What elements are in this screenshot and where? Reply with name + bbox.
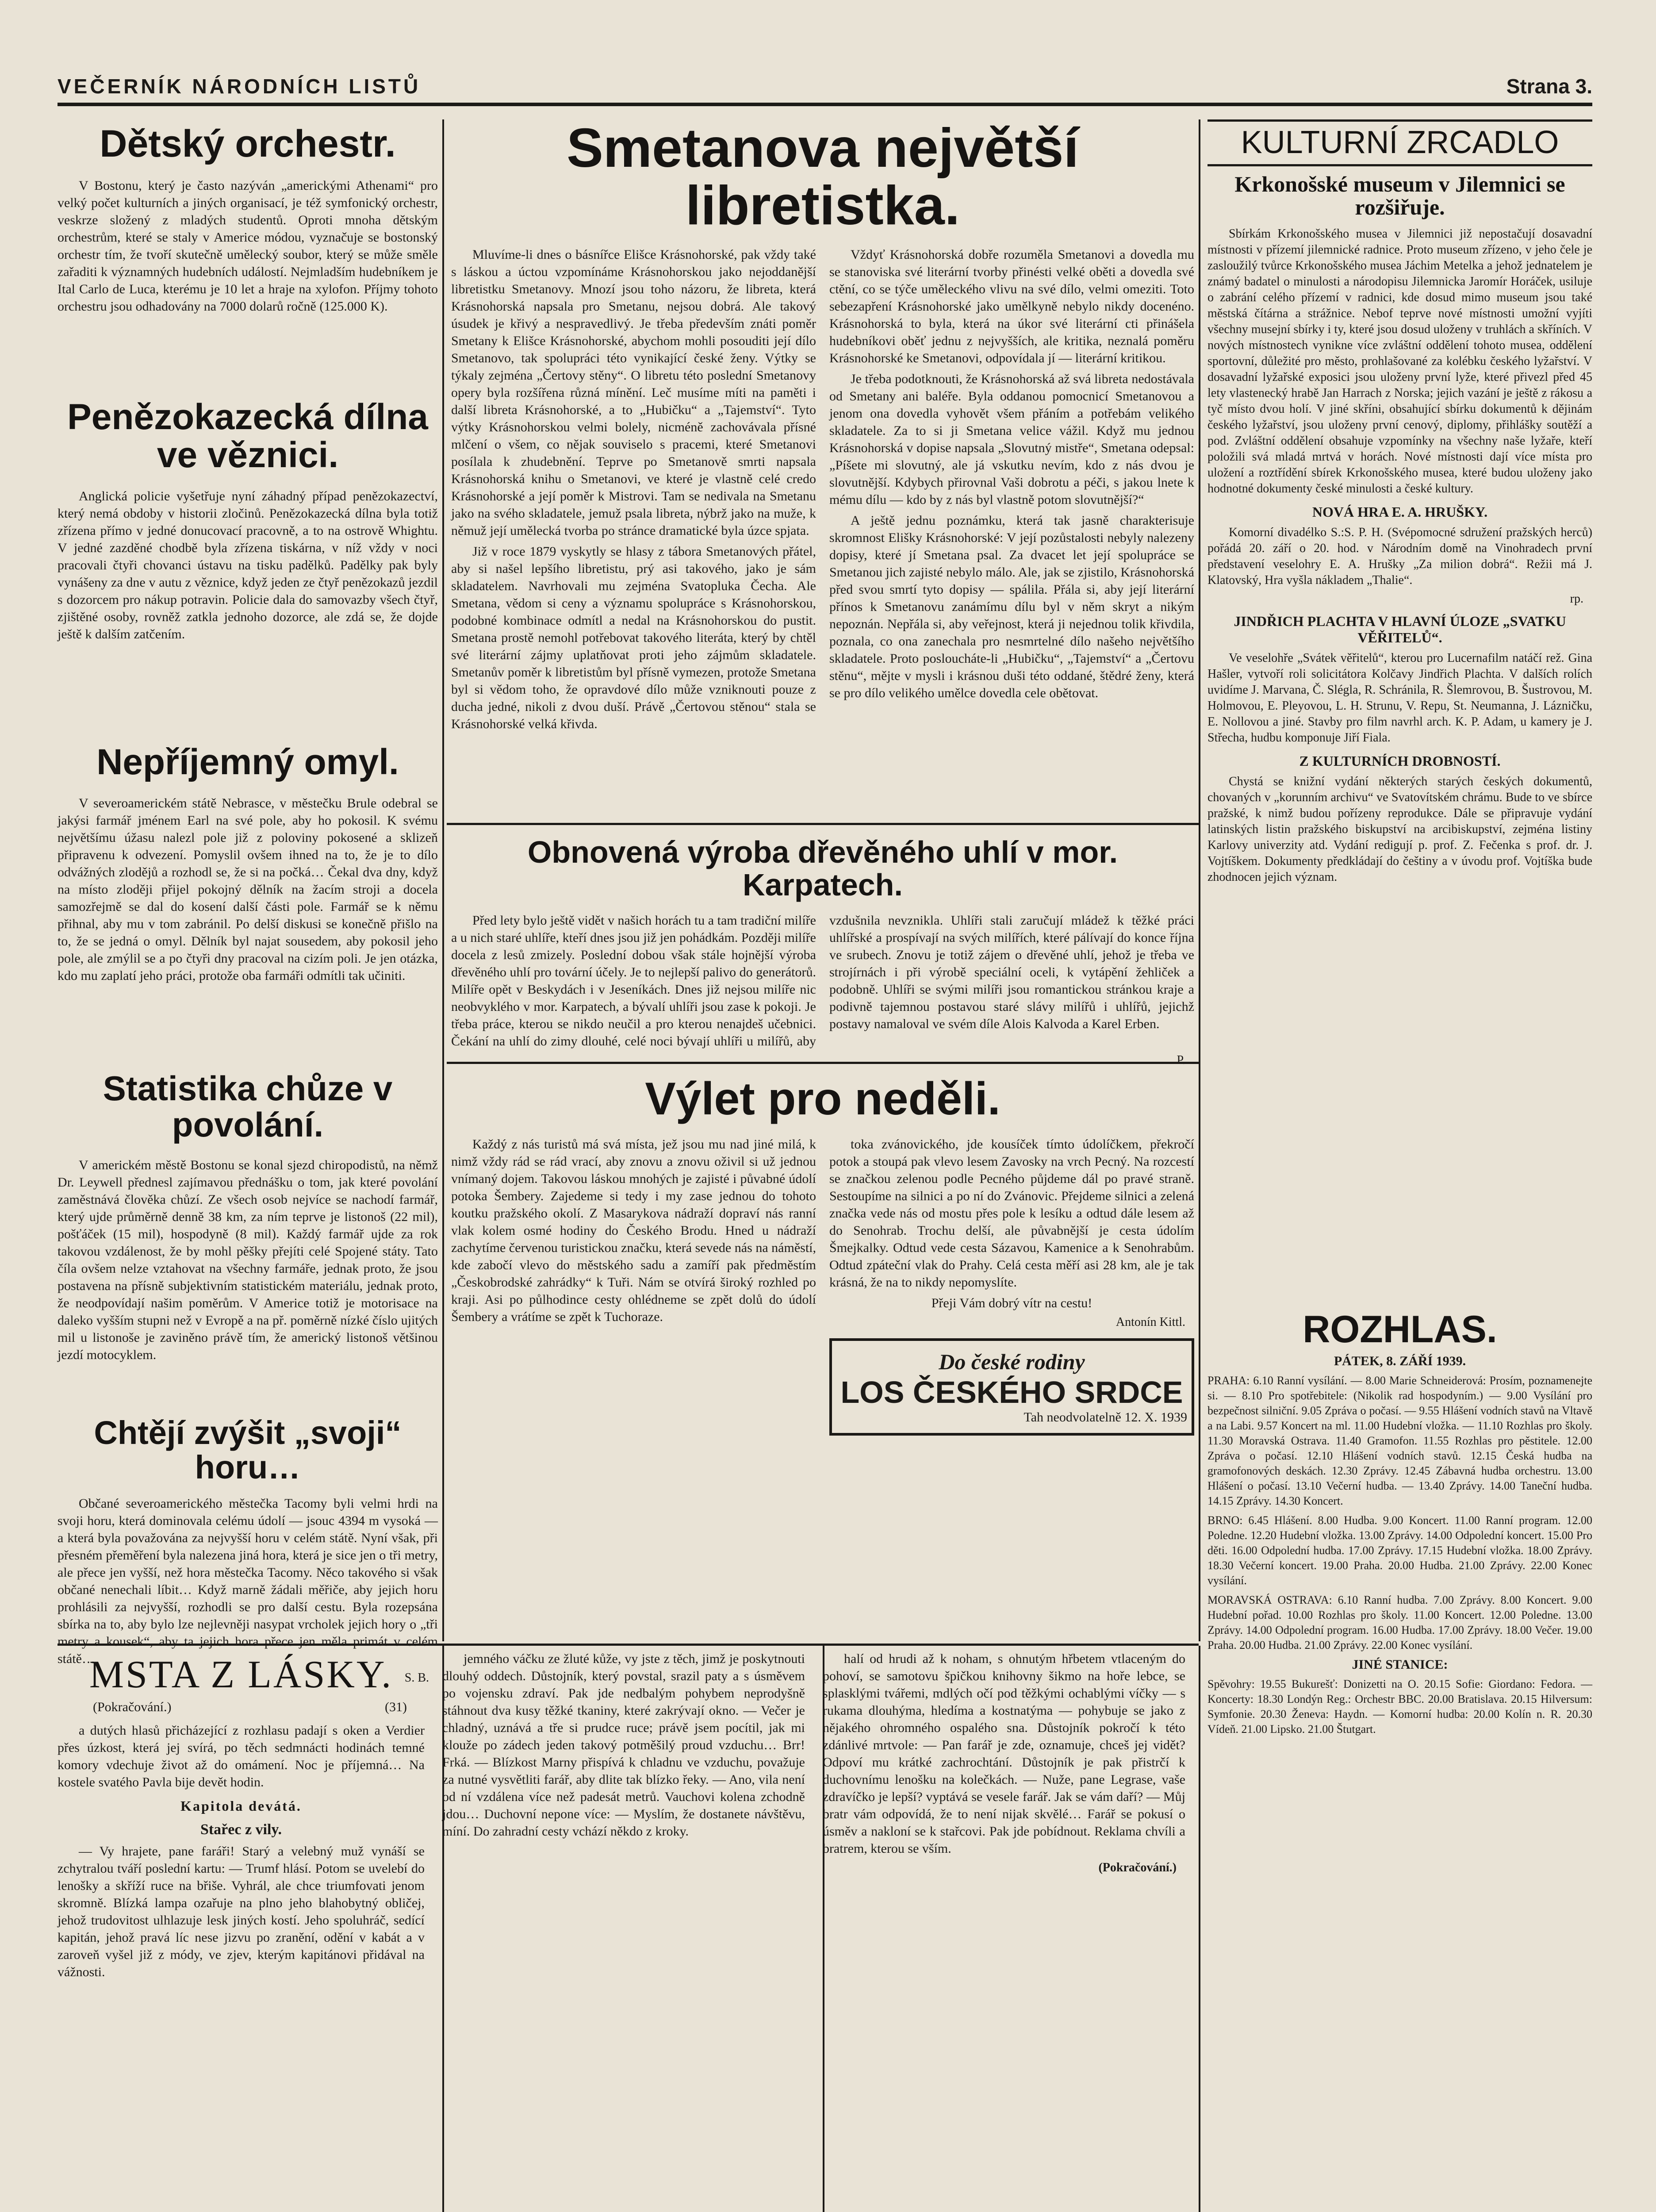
schedule-date: PÁTEK, 8. ZÁŘÍ 1939. [1334,1354,1466,1369]
page-header [58,66,1592,106]
headline: Dětský orchestr. [100,123,396,165]
paragraph: toka zvánovického, jde kousíček tímto údolíčkem, překročí potok a stoupá pak vlevo lesem Zavosky na vrch Pecný. Na rozcestí se značkou zelenou podle Pecného půjdeme dál po pravé straně. Sestoupíme na silnici a po ní do Zvánovic. Přejdeme silnici a zelená značka vede nás od mostu přes pole k lesíku a odtud dále lesem až do Senohrab. Trochu delší, ale půvabnější je cesta údolím Šmejkalky. Odtud vede cesta Sázavou, Kamenice a k Senohrabům. Odtud zpáteční vlak do Prahy. Celá cesta měří asi 28 km, ale je tak krásná, že na to nikdy nepomyslíte. [829,1137,1194,1290]
chapter-subtitle: Stařec z vily. [200,1821,282,1838]
article-body: Chystá se knižní vydání některých starých českých dokumentů, chovaných v „korunním archivu“ ve Svatovítském chrámu. Bude to ve sbírce pražské, k nimž budou pořízeny reprodukce. Dále se připravuje vydání latinských listin pražského biskupství na arcibiskupství, zejména listiny Karlovy univerzity atd. Vydání redigují p. prof. Z. Fečenka s prof. dr. J. Vojtíškem. Dokumenty předkládají do češtiny a v úvodu prof. Vojtíška bude zhodnocen jejich význam. [1208,774,1592,884]
article-sunday-trip [451,1071,1194,1637]
text-column [829,246,1194,736]
paragraph: Je třeba podotknouti, že Krásnohorská až svá libreta nedostávala od Smetany ani baléře. Byla oddanou pomocnicí Smetanovou a jenom ona dovedla vyhovět všem přáním a potřebám velikého skladatele. Za to si ji Smetana velice vážil. Když mu jednou Krásnohorská v dopise napsala „Slovutný mistře“, Smetana odepsal: „Píšete mi slovutný, ale já vskutku nevím, kdo z nás dvou je slovutnější. Kdybych přirovnal Vaši dobrotu a péči, s jakou lnete k mému dílu — kdo by z nás byl vlastně potom slovutnější?“ [829,372,1194,507]
signature: P. [1177,1053,1185,1067]
masthead: VEČERNÍK NÁRODNÍCH LISTŮ [58,75,421,98]
ad-line: LOS ČESKÉHO SRDCE [840,1375,1183,1410]
ad-line: Do české rodiny [939,1349,1085,1375]
signature: Antonín Kittl. [1116,1315,1185,1329]
article-walking-statistics [58,1062,438,1402]
ad-line: Tah neodvolatelně 12. X. 1939 [1024,1410,1187,1425]
schedule-brno: BRNO: 6.45 Hlášení. 8.00 Hudba. 9.00 Koncert. 11.00 Ranní program. 12.00 Poledne. 12.20 Hudební vložka. 13.00 Zprávy. 14.00 Odpolední koncert. 15.00 Pro děti. 16.00 Odpolední hudba. 17.00 Zprávy. 17.15 Hudební vložka. 18.00 Zprávy. 18.30 Večerní koncert. 19.00 Praha. 20.00 Hudba. 21.00 Zprávy. 22.00 Konec vysílání. [1208,1514,1592,1587]
headline: Chtějí zvýšit „svoji“ horu… [94,1414,402,1486]
lottery-ad [829,1338,1194,1436]
text-column [829,1136,1194,1436]
paragraph: — Vy hrajete, pane faráři! Starý a velebný muž vynáší se zchytralou tváří poslední kartu: — Trumf hlásí. Potom se uvelebí do lenošky a skříží ruce na břiše. Vyhrál, ale chce triumfovati jenom skromně. Blízká lampa ozařuje na plno jeho blahobytný obličej, jehož trudovitost ulhlazuje lesk jiných kostí. Jeho spoluhráč, sedící kapitán, jehož pravá líc nese jizvu po zranění, odění v kabát a v zaroveň vyšel již z módy, ve zjev, kterým kapitánovi přidával na vážnosti. [58,1844,425,1980]
foreign-stations: Spěvohry: 19.55 Bukurešť: Donizetti na O. 20.15 Sofie: Giordano: Fedora. — Koncerty: 18.30 Londýn Reg.: Orchestr BBC. 20.00 Bratislava. 20.15 Hilversum: Symfonie. 20.30 Ženeva: Haydn. — Komorní hudba: 20.00 Kolín n. R. 20.30 Vídeň. 21.00 Lipsko. 21.00 Štutgart. [1208,1678,1592,1736]
serial-column [58,1650,425,2212]
foreign-stations-title: JINÉ STANICE: [1352,1657,1448,1672]
page-number: Strana 3. [1506,75,1592,98]
column-rule [442,119,444,1641]
serial-continued: (Pokračování.) [93,1700,172,1715]
article-unpleasant-mistake [58,734,438,1075]
article-body: Komorní divadélko S.:S. P. H. (Svépomocné sdružení pražských herců) pořádá 20. září o 20. hod. v Národním domě na Vinohradech první představení veselohry E. A. Hrušky „Za milion dobrá“. Režii má J. Klatovský, Hra vyšla nákladem „Thalie“. [1208,525,1592,587]
subheadline: NOVÁ HRA E. A. HRUŠKY. [1312,503,1488,520]
paragraph: Přeji Vám dobrý vítr na cestu! [931,1296,1092,1311]
schedule-ostrava: MORAVSKÁ OSTRAVA: 6.10 Ranní hudba. 7.00 Zprávy. 8.00 Koncert. 9.00 Hudební pořad. 10.00 Rozhlas pro školy. 11.00 Koncert. 12.00 Poledne. 13.00 Zprávy. 14.00 Odpolední program. 16.00 Hudba. 17.00 Zprávy. 18.00 Večer. 19.00 Praha. 20.00 Hudba. 21.00 Zprávy. 22.00 Konec vysílání. [1208,1594,1592,1652]
article-smetana-librettist [451,119,1194,818]
paragraph: Každý z nás turistů má svá místa, jež jsou mu nad jiné milá, k nimž vždy rád se rád vrací, aby znovu a znovu oživil si už jednou vnímaný dojem. Takovou láskou mnohých je zajisté i půvabné údolí potoka Šembery. Zajedeme si tedy i my zase jednou do tohoto koutku pražského okolí. Z Masarykova nádraží dopraví nás ranní vlak kolem osmé hodiny do Českého Brodu. Hned u nádraží zachytíme červenou turistickou značku, která sevede nás na náměstí, kde zabočí vlevo do městského sadu a zamíří pak předměstím „Českobrodské zahrádky“ k Tuři. Nám se otvírá široký rozhled po kraji. Asi po půlhodince cesty ohlédneme se zpět dolů do údolí Šembery a vrátíme se zpět k Tuchoraze. [451,1137,816,1325]
radio-schedule [1208,1310,1592,2212]
headline: Statistika chůze v povolání. [103,1069,393,1144]
column-rule [1199,119,1200,1641]
paragraph: Vždyť Krásnohorská dobře rozuměla Smetanovi a dovedla mu se stanoviska své literární tvorby přinésti velké oběti a dovedla své ctění, co se týče uměleckého vlivu na své dílo, velmi omeziti. Toto sebezapření Krásnohorské jako umělkyně nebylo nikdy docenéno. Krásnohorská to byla, která na úkor své literární cti přinášela hudebníkovi oběť jednu z nejvyšších, ale kritika, neznalá poměru Krásnohorské ke Smetanovi, odpovídala jí — literární kritikou. [829,247,1194,366]
article-body: V Bostonu, který je často nazýván „americkými Athenami“ pro velký počet kulturních a jiných organisací, je též symfonický orchestr, veskrze složený z mladých studentů. Oproti mnoha dětským orchestrům, které se staly v Americe módou, vyznačuje se bostonský orchestr tím, že tvoří skutečně umělecký soubor, který se může směle zařaditi k významných hudebních událostí. Nejmladším hudebníkem je Ital Carlo de Luca, kterému je 10 let a hraje na xylofon. Příjmy tohoto orchestru jsou odhadovány na 7000 dolarů ročně (125.000 K). [58,178,438,314]
signature: S. B. [404,1671,429,1685]
paragraph: a dutých hlasů přicházející z rozhlasu padají s oken a Verdier přes úzkost, která jej svírá, po těch sedmnácti hodinách temné komory vdechuje život až do omámení. Noc je příjemná… Na kostele svatého Pavla bije devět hodin. [58,1723,425,1790]
signature: rp. [1570,591,1583,606]
column-rule [1199,1646,1200,2212]
article-charcoal-production [451,832,1194,1067]
paragraph: Mluvíme-li dnes o básnířce Elišce Krásnohorské, pak vždy také s láskou a úctou vzpomínáme Krásnohorskou jako nejoddanější libretistku Smetanovy. Mnozí jsou toho názoru, že libreta, která Krásnohorská napsala pro Smetanu, nejsou dobrá. Ale takový úsudek je křivý a nespravedlivý. Je třeba především znáti poměr Smetany k Elišce Krásnohorské, abychom mohli posouditi její dílo Smetanovo, tak spolupráci této vynikající české ženy. Výtky se týkaly zejména „Čertovy stěny“. O libretu této poslední Smetanovy opery byla rozšířena různá mínění. Leč musíme míti na paměti i další libreta Krásnohorské, a to „Hubičku“ a „Tajemství“. Tyto výtky Krásnohorskou velmi bolely, nicméně zachovávala přísné mlčení o všem, co nějak souviselo s pracemi, které Smetanovi posílala k zhudebnění. Teprve po Smetanově smrti napsala Krásnohorská knihu o Smetanovi, ve které je vlastně celé credo Krásnohorské a její poměr k Mistrovi. Tam se nedivala na Smetanu jako na svého skladatele, jemuž psala libreta, nýbrž jako na muže, k němuž její umělecká tvorba po stránce dramatické byla úzce spjata. [451,247,816,538]
serial-column [442,1650,805,2212]
headline: Výlet pro neděli. [645,1073,1000,1125]
article-body: V severoamerickém státě Nebrasce, v městečku Brule odebral se jakýsi farmář jménem Earl na své pole, aby ho pokosil. K svému největšímu úžasu nalezl pole již z poloviny pokosené a sklizeň připravenu k odvezení. Pomyslil ovšem ihned na to, že je to dílo odvážných zlodějů a rozhodl se, že si na počká… Čekal dva dny, když na místo zloději přijel pokojný dělník na žacím stroji a docela samozřejmě se dal do kosení další části pole. Farmář se k němu přihnal, aby mu v tom zabránil. Po delší diskusi se konečně přišlo na to, že se jedná o omyl. Dělník byl najat sousedem, aby pokosil jeho pole, ale zmýlil se a po čtyři dny pracoval na cizím poli. Je jen otázka, kdo mu zaplatí jeho práci, protože oba farmáři odmítli tak učiniti. [58,796,438,983]
text-column [451,246,816,736]
serial-novel [58,1650,1194,2212]
serial-column [823,1650,1185,2212]
culture-section [1208,119,1592,1305]
paragraph: A ještě jednu poznámku, která tak jasně charakterisuje skromnost Elišky Krásnohorské: V její pozůstalosti nebyly nalezeny dopisy, které jí Smetana psal. Za dvacet let její spolupráce se Smetanou jich zajisté nebylo málo. Ale, jak se zjistilo, Krásnohorská před svou smrtí tyto dopisy — spálila. Přála si, aby její literární přínos k Smetanovu zanámímu dílu byl v něm skryt a nikým nepoznán. Nepřála si, aby veřejnost, která ji nejednou tolik křivdila, poznala, co ona zanechala pro nesmrtelné dílo našeho největšího skladatele. Proto posloucháte-li „Hubičku“, „Tajemství“ a „Čertovu stěnu“, mějte v mysli i krásnou duši této oddané, štědré ženy, která se pro dílo velikého umělce dovedla cele obětovat. [829,513,1194,701]
article-body: Občané severoamerického městečka Tacomy byli velmi hrdi na svoji horu, která dominovala celému údolí — jsouc 4394 m vysoká — a která byla považována za nejvyšší horu v celém státě. Nyní však, při přesném přeměření byla nalezena jiná hora, která je sice jen o tři metry, ale přece jen vyšší, než hora městečka Tacomy. Něco takového si však občané nenechali líbit… Když marně žádali měřiče, aby jejich horu prohlásili za nejvyšší, rozhodli se pro další cestu. Byla rozepsána sbírka na to, aby bylo lze nejlevněji nasypat vrcholek jejich hory o „tři metry a kousek“, aby ta jejich hora přece jen měla primát v celém státě… [58,1496,438,1667]
article-body: Sbírkám Krkonošského musea v Jilemnici již nepostačují dosavadní místnosti v přízemí jilemnické radnice. Proto museum zřízeno, v jeho čele je zasloužilý tvůrce Krkonošského musea Jáchim Metelka a jehož jednatelem je známý badatel o minulosti a národopisu Jilemnicka Jaromír Horáček, usiluje o zabrání celého přízemí v radnici, kde dosud mimo museum jsou také městská čítárna a strážnice. Nebof teprve nové místnosti umožní vyjíti všechny musejní sbírky i ty, které jsou dosud uloženy v truhlách a skříních. V nových místnostech vynikne více zvláštní oddělení tohoto musea, oddělení sportovní, důležité pro město, prohlašované za kolébku českého lyžařství. V dosavadní lyžařské exposici jsou uloženy první lyže, které přivezl před 45 lety vlastenecký hrabě Jan Harrach z Norska; jejich vazání je ještě z rákosu a tyč místo dvou holí. V jiné skříni, obsahující sbírku dokumentů k dějinám českého lyžařství, jsou uloženy první cenový, diplomy, přihlášky soutěží a pod. Zvláštní oddělení obsahuje vzpomínky na všechny naše lyžaře, kteří položili svá mladá mrtvá v horách. Nové místnosti dají více místa pro uložení a roztřídění sbírek Krkonošského musea, které budou uloženy jako hodnotné dokumenty české minulosti a české kultury. [1208,227,1592,495]
paragraph: Již v roce 1879 vyskytly se hlasy z tábora Smetanových přátel, aby si našel lepšího libretistu, prý asi takového, jako je sám skladatelem. Navrhovali mu zejména Svatopluka Čecha. Ale Smetana, vědom si ceny a významu spolupráce s Krásnohorskou, podobné kombinace odmítl a nedal na Krásnohorskou do pustit. Smetana prostě nemohl potřebovat takového literáta, který by chtěl své literární zájmy uplatňovat proti jeho zájmům skladatele. Smetanův poměr k libretistům byl přísně vymezen, protože Smetana byl si vědom toho, že opravdové dílo může vzniknouti pouze z ducha jedné, nikoli z dvou duší. Právě „Čertovou stěnou“ stala se Krásnohorské velká křivda. [451,544,816,732]
article-body: Před lety bylo ještě vidět v našich horách tu a tam tradiční milíře a u nich staré uhlíře, kteří dnes jsou již jen pohádkám. Později milíře docela z lesů zmizely. Poslední dobou však stále hojnější výroba dřevěného uhlí pro tovární účely. Je to nejlepší palivo do generátorů. Milíře opět v Beskydách i v Jeseníkách. Dnes již nejsou milíře nic neobvyklého v mor. Karpatech, a bývalí uhlíři jsou zase k pokoji. Je třeba práce, kterou se nikdo neučil a pro kterou nenajdeš učebnici. Čekání na uhlí do zimy dlouhé, celé noci bývají uhlíři u milířů, aby vzdušnila nevznikla. Uhlíři stali zaručují mládež k těžké práci uhlířské a prospívají na svých milířích, které pálívají do konce října ve srubech. Znovu je totiž zájem o dřevěné uhlí, jehož je třeba ve strojírnách i při výrobě speciální oceli, k vytápění žehliček a podobně. Uhlíři se svými milíři jsou romantickou stránkou kraje a podivně tajemnou postavou staré slávy milířů i uhlířů, jejichž postavy namaloval ve svém díle Alois Kalvoda a Karel Erben. [451,913,1194,1048]
article-counterfeit-workshop [58,389,438,770]
article-body: Ve veselohře „Svátek věřitelů“, kterou pro Lucernafilm natáčí rež. Gina Hašler, vytvoří roli solicitátora Kolčavy Jindřich Plachta. V dalších rolích uvidíme J. Marvana, Č. Slégla, R. Schránila, R. Šlemrovou, B. Šustrovou, M. Holmovou, E. Pleyovou, L. H. Strunu, V. Repu, St. Neumanna, J. Lázničku, E. Nollovou a jiné. Stavby pro film navrhl arch. K. P. Adam, u kamery je J. Střecha, hudbu komponuje Jiří Fiala. [1208,651,1592,745]
serial-title: MSTA Z LÁSKY. [89,1653,393,1696]
section-title: ROZHLAS. [1303,1308,1497,1351]
serial-number: (31) [385,1700,407,1715]
main-headline: Smetanova největší libretistka. [567,118,1079,237]
headline: Obnovená výroba dřevěného uhlí v mor. Karpatech. [527,835,1118,902]
section-title: KULTURNÍ ZRCADLO [1208,119,1592,166]
headline: Nepříjemný omyl. [96,742,399,782]
subheadline: Z KULTURNÍCH DROBNOSTÍ. [1299,753,1501,769]
schedule-prague: PRAHA: 6.10 Ranní vysílání. — 8.00 Marie Schneiderová: Prosím, poznamenejte si. — 8.10 Pro spotřebitele: (Nikolik rad hospodyním.) — 9.00 Vysílání pro bezpečnost silniční. 9.05 Zpráva o počasí. — 9.55 Hlášení vodních stavů na Vltavě a na Labi. 9.57 Koncert na ml. 11.00 Hudební vložka. — 11.10 Rozhlas pro školy. 11.30 Moravská Ostrava. 11.40 Gramofon. 11.55 Rozhlas pro pěstitele. 12.00 Zpráva o počasí. 12.10 Hlášení vodních stavů. 12.15 Česká hudba na gramofonových deskách. 12.30 Zprávy. 12.45 Zábavná hudba orchestru. 13.00 Hlášení o počasí. 13.10 Večerní hudba. — 13.40 Zprávy. 14.00 Taneční hudba. 14.15 Zprávy. 14.30 Koncert. [1208,1374,1592,1508]
article-childrens-orchestra [58,119,438,403]
paragraph: jemného váčku ze žluté kůže, vy jste z těch, jimž je poskytnouti dlouhý oddech. Důstojník, který povstal, srazil paty a s úsměvem po vojensku zdraví. Pak jde nedbalým pohybem neprodyšně stáhnout dva kusy těžké tkaniny, které zakrývají okno. — Večer je chladný, uznává a tře si prudce ruce; právě jsem pocítil, jak mi klouže po zádech jeden takový potměšilý proud vzduchu… Brr! Frká. — Blízkost Marny přispívá k chladnu ve vzduchu, považuje za nutné vysvětliti farář, aby dlite tak blízko řeky. — Ano, vila není od ní vzdálena více než padesát metrů. Vauchovi kolena zchodně jdou… Duchovní nepone více: — Myslím, že dostanete návštěvu, míní. Do zahradní cesty vchází někdo z kroky. [442,1651,805,1839]
text-column [451,1136,816,1436]
chapter-title: Kapitola devátá. [180,1798,302,1814]
paragraph: halí od hrudi až k noham, s ohnutým hřbetem vtlaceným do pohoví, se samotovu špičkou knihovny šikmo na hoře lebce, se splasklými tvářemi, mdlých očí pod těžkými ochablými víčky — s rukama dlouhýma, hledíma a kostnatýma — pohybuje se jako z nějakého ohromného ospalého sna. Důstojník pokročí k této zdánlivé mrtvole: — Pan farář je zde, oznamuje, chceš jej vidět? Odpoví mu krátké zachrochtání. Důstojník je pak přistrčí k duchovnímu lenošku na kolečkách. — Nuže, pane Legrase, vaše zdravíčko je lepší? vyptává se vesele farář. Jak se vám daří? — Můj bratr vám odpovídá, že to není nijak skvělé… Farář se pokusí o úsměv a nakloní se k stařcovi. Pak jde pobídnout. Reklama chvíli a bratrem, kterou se vším. [823,1651,1185,1856]
article-body: Anglická policie vyšetřuje nyní záhadný případ penězokazectví, který nemá obdoby v historii zločinů. Penězokazecká dílna byla totiž zřízena přímo v jedné donucovací pracovně, a to na ostrově Whightu. V jedné zazděné chodbě byla zřízena tiskárna, v níž vždy v noci pracovali čtyři chovanci ústavu na tisku padělků. Padělky pak byly vynášeny za dne v autu z věznice, když jeden ze čtyř penězokazů jezdil s dozorcem pro nákup potravin. Policie dala do samovazby všech čtyř, zjištěné osoby, rovněž zatkla jednoho dozorce, ale zdá se, že dojde ještě k dalším zatčením. [58,489,438,642]
serial-continuation: (Pokračování.) [1098,1861,1177,1874]
article-body: V americkém městě Bostonu se konal sjezd chiropodistů, na němž Dr. Leywell přednesl zajímavou přednášku o tom, jak které povolání zaměstnává člověka chůzí. Ze všech osob nejvíce se nachodí farmář, který ujde průměrně denně 38 km, za ním teprve je listonoš (22 mil), pošťáček (15 mil), hospodyně (8 mil). Každý farmář ujde za rok takovou vzdálenost, že by mohl pěšky přejíti celé Spojené státy. Tato číla ovšem nelze vztahovat na všechny farmáře, jednak proto, že jsou postavena na přísně subjektivním statistickém materiálu, jednak proto, že neodpovídají našim poměrům. V Americe totiž je motorisace na daleko vyšším stupni než v Evropě a na př. poměrně nízké číslo ujitých mil u listonoše je zaviněno právě tím, že americký listonoš většinou jezdí motocyklem. [58,1157,438,1362]
headline: Penězokazecká dílna ve věznici. [67,397,428,476]
section-rule [447,823,1199,825]
headline: Krkonošské museum v Jilemnici se rozšiřuje. [1234,171,1565,220]
subheadline: JINDŘICH PLACHTA V HLAVNÍ ÚLOZE „SVATKU VĚŘITELŮ“. [1234,613,1566,645]
